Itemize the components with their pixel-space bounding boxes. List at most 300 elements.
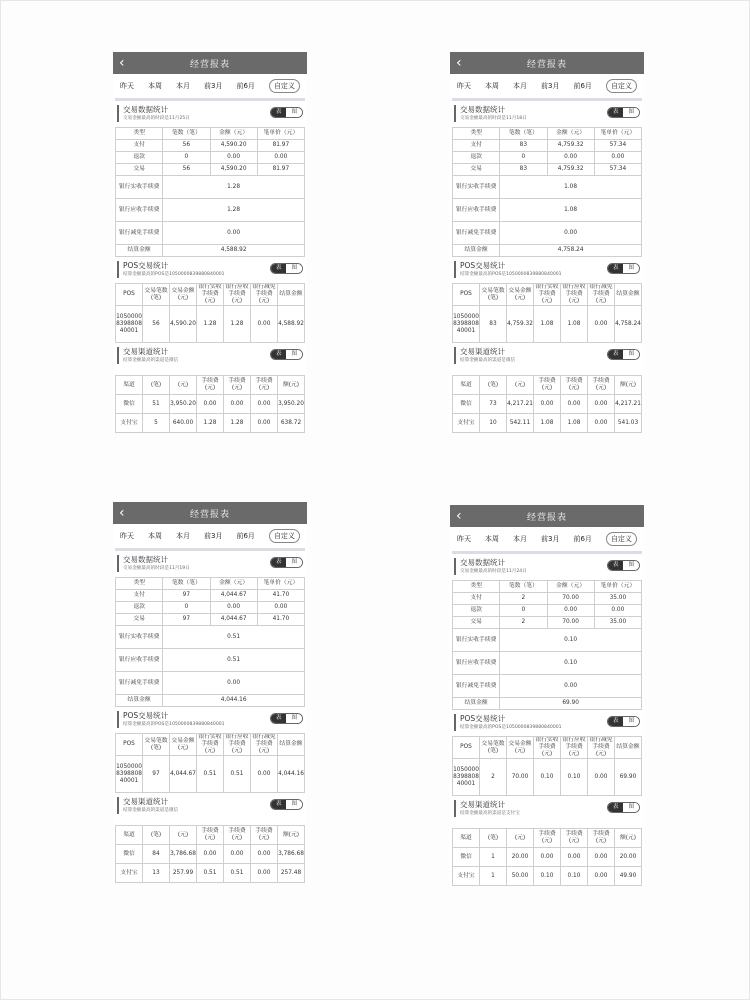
report-header xyxy=(450,505,644,527)
report-panel xyxy=(113,502,307,883)
tab-this-month[interactable]: 本月 xyxy=(176,532,190,540)
table-chart-toggle[interactable] xyxy=(270,713,303,724)
row-label: 结算金额 xyxy=(453,698,500,710)
section-title: POS交易统计 xyxy=(460,261,506,270)
table-cell: 0.00 xyxy=(594,605,641,617)
header-cell: 渠道 xyxy=(116,376,143,395)
section-title: POS交易统计 xyxy=(460,714,506,723)
tab-last-3-months[interactable]: 前3月 xyxy=(541,535,560,543)
table-cell: 638.72 xyxy=(278,414,305,433)
tab-last-3-months[interactable]: 前3月 xyxy=(204,532,223,540)
row-label: 银行实收手续费 xyxy=(116,626,163,649)
header-cell: 金额（元） xyxy=(210,578,257,590)
row-label: 结算金额 xyxy=(116,695,163,707)
row-label: 银行减免手续费 xyxy=(453,222,500,245)
report-header xyxy=(113,502,307,524)
table-cell: 0.00 xyxy=(163,222,305,245)
toggle-table[interactable]: 表 xyxy=(608,108,624,117)
section-title: POS交易统计 xyxy=(123,711,169,720)
table-cell: 69.90 xyxy=(615,759,642,796)
table-cell: 1 xyxy=(480,848,507,867)
table-cell: 3,950.20 xyxy=(278,395,305,414)
table-cell: 1.28 xyxy=(163,176,305,199)
section-title: 交易渠道统计 xyxy=(123,347,168,356)
table-cell: 4,044.16 xyxy=(163,695,305,707)
table-cell: 0.10 xyxy=(500,629,642,652)
page-title: 经营报表 xyxy=(189,59,230,70)
header-cell: 银行应收手续费(元) xyxy=(225,734,249,754)
section-subtitle: 交易金额最高的时段是11月24日 xyxy=(460,569,527,574)
channel-name: 微信 xyxy=(453,848,480,867)
table-cell: 4,044.67 xyxy=(210,614,257,626)
tab-yesterday[interactable]: 昨天 xyxy=(120,532,134,540)
header-cell: 手续费(元) xyxy=(251,376,278,395)
table-cell: 4,759.32 xyxy=(547,140,594,152)
page-title: 经营报表 xyxy=(526,59,567,70)
table-chart-toggle[interactable] xyxy=(607,560,640,571)
table-header-row xyxy=(453,581,642,593)
pos-table xyxy=(115,283,305,343)
header-cell: 结算金额 xyxy=(278,284,305,306)
table-row xyxy=(116,152,305,164)
table-cell: 0.00 xyxy=(588,395,615,414)
tab-this-week[interactable]: 本周 xyxy=(485,535,499,543)
table-chart-toggle[interactable] xyxy=(607,802,640,813)
header-cell: 交易金额(元) xyxy=(170,734,197,756)
row-label: 交易 xyxy=(116,164,163,176)
table-cell: 20.00 xyxy=(615,848,642,867)
table-cell: 97 xyxy=(163,614,210,626)
table-cell: 70.00 xyxy=(547,593,594,605)
header-cell: 渠道 xyxy=(453,376,480,395)
header-cell: 结算金额 xyxy=(615,737,642,759)
tab-this-month[interactable]: 本月 xyxy=(513,82,527,90)
toggle-chart[interactable]: 图 xyxy=(623,350,639,359)
table-cell: 81.97 xyxy=(257,140,304,152)
table-row xyxy=(116,614,305,626)
table-cell: 0.00 xyxy=(588,414,615,433)
pos-id-cell: 1050000839880840001 xyxy=(116,756,143,793)
table-cell: 0.00 xyxy=(561,848,588,867)
table-header-row xyxy=(453,128,642,140)
header-cell: 交易笔数(笔) xyxy=(480,284,507,306)
table-row xyxy=(116,626,305,649)
table-cell: 1.08 xyxy=(500,176,642,199)
toggle-chart[interactable]: 图 xyxy=(623,561,639,570)
table-cell: 56 xyxy=(163,164,210,176)
table-cell: 0.00 xyxy=(210,602,257,614)
table-cell: 0.00 xyxy=(500,675,642,698)
report-panel xyxy=(450,505,644,886)
section-header-pos xyxy=(450,710,644,736)
header-cell: 交易金额(元) xyxy=(507,284,534,306)
table-cell: 83 xyxy=(480,306,507,343)
header-cell: 类型 xyxy=(453,128,500,140)
table-cell: 0.51 xyxy=(163,649,305,672)
table-cell: 0.00 xyxy=(251,414,278,433)
table-cell: 0.00 xyxy=(251,845,278,864)
row-label: 结算金额 xyxy=(453,245,500,257)
transaction-summary-table xyxy=(452,580,642,710)
header-cell: 手续费(元) xyxy=(561,829,588,848)
table-cell: 0.00 xyxy=(534,395,561,414)
table-cell: 0.00 xyxy=(588,306,615,343)
header-cell: 笔数（笔） xyxy=(500,581,547,593)
toggle-table[interactable]: 表 xyxy=(608,717,624,726)
table-cell: 50.00 xyxy=(507,867,534,886)
header-cell: 手续费(元) xyxy=(224,826,251,845)
table-cell: 2 xyxy=(500,593,547,605)
tab-this-week[interactable]: 本周 xyxy=(148,532,162,540)
section-subtitle: 结算金额最高的渠道是微信 xyxy=(123,808,179,813)
tab-last-6-months[interactable]: 前6月 xyxy=(236,532,255,540)
row-label: 支付 xyxy=(453,593,500,605)
table-header-row xyxy=(453,376,642,395)
table-cell: 0.00 xyxy=(588,867,615,886)
table-chart-toggle[interactable] xyxy=(607,349,640,360)
header-cell: 金额（元） xyxy=(210,128,257,140)
back-icon[interactable]: ‹ xyxy=(119,55,126,71)
table-header-row xyxy=(453,829,642,848)
table-chart-toggle[interactable] xyxy=(607,263,640,274)
row-label: 退款 xyxy=(116,602,163,614)
section-subtitle: 结算金额最高的POS是1050000839880840001 xyxy=(123,722,225,727)
toggle-chart[interactable]: 图 xyxy=(286,800,302,809)
table-cell: 4,217.21 xyxy=(615,395,642,414)
table-cell: 70.00 xyxy=(547,617,594,629)
table-cell: 2 xyxy=(480,759,507,796)
table-cell: 4,590.20 xyxy=(170,306,197,343)
table-cell: 35.00 xyxy=(594,617,641,629)
period-tabs xyxy=(450,527,644,551)
toggle-chart[interactable]: 图 xyxy=(286,264,302,273)
table-cell: 0.00 xyxy=(534,848,561,867)
row-label: 银行实收手续费 xyxy=(453,629,500,652)
table-row xyxy=(116,176,305,199)
toggle-chart[interactable]: 图 xyxy=(286,714,302,723)
toggle-table[interactable]: 表 xyxy=(608,803,624,812)
table-cell: 41.70 xyxy=(257,614,304,626)
channel-table xyxy=(452,375,642,433)
header-cell: POS xyxy=(116,284,143,306)
header-cell: 银行减免手续费(元) xyxy=(252,284,276,304)
table-cell: 0.10 xyxy=(534,759,561,796)
table-cell: 640.00 xyxy=(170,414,197,433)
table-cell: 20.00 xyxy=(507,848,534,867)
section-subtitle: 结算金额最高的渠道是微信 xyxy=(460,358,516,363)
header-cell: 笔数（笔） xyxy=(500,128,547,140)
row-label: 银行减免手续费 xyxy=(453,675,500,698)
header-cell: (笔) xyxy=(480,829,507,848)
channel-table xyxy=(115,825,305,883)
section-title: 交易渠道统计 xyxy=(460,347,505,356)
table-cell: 0.51 xyxy=(197,756,224,793)
table-cell: 5 xyxy=(143,414,170,433)
table-cell: 0 xyxy=(500,605,547,617)
section-header-pos xyxy=(450,257,644,283)
header-cell: (元) xyxy=(507,829,534,848)
toggle-table[interactable]: 表 xyxy=(608,264,624,273)
page-title: 经营报表 xyxy=(526,512,567,523)
section-subtitle: 结算金额最高的渠道是微信 xyxy=(123,358,179,363)
table-cell: 41.70 xyxy=(257,590,304,602)
section-header-pos xyxy=(113,707,307,733)
report-header xyxy=(450,52,644,74)
tab-last-3-months[interactable]: 前3月 xyxy=(541,82,560,90)
table-header-row xyxy=(116,578,305,590)
table-cell: 0.00 xyxy=(251,756,278,793)
table-row xyxy=(453,867,642,886)
table-cell: 257.99 xyxy=(170,864,197,883)
tab-this-month[interactable]: 本月 xyxy=(513,535,527,543)
tab-yesterday[interactable]: 昨天 xyxy=(457,535,471,543)
section-subtitle: 结算金额最高的POS是1050000839880840001 xyxy=(123,272,225,277)
table-cell: 3,950.20 xyxy=(170,395,197,414)
toggle-table[interactable]: 表 xyxy=(608,350,624,359)
header-cell: 金额（元） xyxy=(547,581,594,593)
header-cell: 银行减免手续费(元) xyxy=(589,284,613,304)
header-cell: 手续费(元) xyxy=(534,829,561,848)
table-cell: 49.90 xyxy=(615,867,642,886)
row-label: 银行应收手续费 xyxy=(453,652,500,675)
header-cell: 手续费(元) xyxy=(588,376,615,395)
tab-custom[interactable]: 自定义 xyxy=(269,529,300,543)
section-title: 交易渠道统计 xyxy=(460,800,505,809)
header-cell: 手续费(元) xyxy=(197,376,224,395)
table-row xyxy=(116,245,305,257)
toggle-table[interactable]: 表 xyxy=(271,264,287,273)
table-cell: 57.34 xyxy=(594,140,641,152)
section-header-channels xyxy=(113,343,307,369)
header-cell: 交易笔数(笔) xyxy=(480,737,507,759)
back-icon[interactable]: ‹ xyxy=(456,55,463,71)
row-label: 支付 xyxy=(116,590,163,602)
toggle-chart[interactable]: 图 xyxy=(623,108,639,117)
table-cell: 0.00 xyxy=(224,845,251,864)
table-chart-toggle[interactable] xyxy=(270,263,303,274)
tab-last-6-months[interactable]: 前6月 xyxy=(573,82,592,90)
table-row xyxy=(116,306,305,343)
transaction-summary-table xyxy=(115,127,305,257)
header-cell: POS xyxy=(116,734,143,756)
table-row xyxy=(116,845,305,864)
table-row xyxy=(453,698,642,710)
report-header xyxy=(113,52,307,74)
table-cell: 0.51 xyxy=(197,864,224,883)
table-cell: 97 xyxy=(163,590,210,602)
table-row xyxy=(453,759,642,796)
header-cell: 结算金额 xyxy=(278,734,305,756)
header-cell: 手续费(元) xyxy=(588,829,615,848)
header-cell: 交易笔数(笔) xyxy=(143,284,170,306)
header-cell: 交易金额(元) xyxy=(170,284,197,306)
header-cell: 银行实收手续费(元) xyxy=(535,284,559,304)
section-title: 交易数据统计 xyxy=(460,558,505,567)
period-tabs xyxy=(113,524,307,548)
toggle-table[interactable]: 表 xyxy=(608,561,624,570)
toggle-table[interactable]: 表 xyxy=(271,108,287,117)
back-icon[interactable]: ‹ xyxy=(119,505,126,521)
table-cell: 0.00 xyxy=(251,395,278,414)
table-cell: 84 xyxy=(143,845,170,864)
page-title: 经营报表 xyxy=(189,509,230,520)
table-cell: 0.00 xyxy=(547,152,594,164)
tab-last-6-months[interactable]: 前6月 xyxy=(573,535,592,543)
table-chart-toggle[interactable] xyxy=(270,557,303,568)
table-row xyxy=(116,649,305,672)
table-cell: 2 xyxy=(500,617,547,629)
table-cell: 35.00 xyxy=(594,593,641,605)
tab-custom[interactable]: 自定义 xyxy=(269,79,300,93)
toggle-chart[interactable]: 图 xyxy=(623,264,639,273)
table-row xyxy=(453,593,642,605)
tab-yesterday[interactable]: 昨天 xyxy=(457,82,471,90)
header-cell: 银行实收手续费(元) xyxy=(535,737,559,757)
table-row xyxy=(116,864,305,883)
table-row xyxy=(116,222,305,245)
toggle-chart[interactable]: 图 xyxy=(623,717,639,726)
header-cell: 手续费(元) xyxy=(197,826,224,845)
toggle-table[interactable]: 表 xyxy=(271,350,287,359)
tab-last-6-months[interactable]: 前6月 xyxy=(236,82,255,90)
table-cell: 4,759.32 xyxy=(547,164,594,176)
header-cell: 银行应收手续费(元) xyxy=(562,737,586,757)
table-header-row xyxy=(116,284,305,306)
header-cell: (笔) xyxy=(143,376,170,395)
table-cell: 0.00 xyxy=(594,152,641,164)
section-subtitle: 结算金额最高的渠道是支付宝 xyxy=(460,811,520,816)
table-row xyxy=(453,199,642,222)
table-cell: 1.08 xyxy=(500,199,642,222)
toggle-chart[interactable]: 图 xyxy=(286,558,302,567)
toggle-chart[interactable]: 图 xyxy=(286,350,302,359)
back-icon[interactable]: ‹ xyxy=(456,508,463,524)
table-cell: 0.00 xyxy=(257,152,304,164)
toggle-table[interactable]: 表 xyxy=(271,558,287,567)
table-cell: 10 xyxy=(480,414,507,433)
toggle-table[interactable]: 表 xyxy=(271,714,287,723)
toggle-chart[interactable]: 图 xyxy=(623,803,639,812)
table-cell: 4,588.92 xyxy=(163,245,305,257)
section-subtitle: 交易金额最高的时段是11月25日 xyxy=(123,116,190,121)
table-cell: 70.00 xyxy=(507,759,534,796)
header-cell: 笔数（笔） xyxy=(163,128,210,140)
table-chart-toggle[interactable] xyxy=(607,716,640,727)
table-cell: 0.00 xyxy=(210,152,257,164)
table-cell: 0.51 xyxy=(163,626,305,649)
section-header-channels xyxy=(450,796,644,822)
table-row xyxy=(453,306,642,343)
table-row xyxy=(116,414,305,433)
row-label: 银行减免手续费 xyxy=(116,222,163,245)
table-cell: 0.00 xyxy=(257,602,304,614)
header-cell: 类型 xyxy=(453,581,500,593)
header-cell: 交易金额(元) xyxy=(507,737,534,759)
table-row xyxy=(116,164,305,176)
header-cell: 银行应收手续费(元) xyxy=(225,284,249,304)
section-title: POS交易统计 xyxy=(123,261,169,270)
tab-last-3-months[interactable]: 前3月 xyxy=(204,82,223,90)
table-cell: 13 xyxy=(143,864,170,883)
header-cell: (元) xyxy=(170,826,197,845)
table-chart-toggle[interactable] xyxy=(270,107,303,118)
section-header-pos xyxy=(113,257,307,283)
table-cell: 0.51 xyxy=(224,756,251,793)
table-row xyxy=(453,848,642,867)
tab-yesterday[interactable]: 昨天 xyxy=(120,82,134,90)
row-label: 交易 xyxy=(116,614,163,626)
period-tabs xyxy=(450,74,644,98)
row-label: 交易 xyxy=(453,164,500,176)
toggle-chart[interactable]: 图 xyxy=(286,108,302,117)
pos-id-cell: 1050000839880840001 xyxy=(453,306,480,343)
table-cell: 0.00 xyxy=(547,605,594,617)
table-cell: 83 xyxy=(500,140,547,152)
table-cell: 83 xyxy=(500,164,547,176)
header-cell: 渠道 xyxy=(453,829,480,848)
table-row xyxy=(116,199,305,222)
table-chart-toggle[interactable] xyxy=(270,349,303,360)
table-cell: 0.51 xyxy=(224,864,251,883)
row-label: 银行实收手续费 xyxy=(116,176,163,199)
table-row xyxy=(116,140,305,152)
table-cell: 0 xyxy=(163,602,210,614)
tab-this-month[interactable]: 本月 xyxy=(176,82,190,90)
table-cell: 3,786.68 xyxy=(278,845,305,864)
header-cell: 金额（元） xyxy=(547,128,594,140)
row-label: 交易 xyxy=(453,617,500,629)
tab-this-week[interactable]: 本周 xyxy=(148,82,162,90)
section-header-transactions xyxy=(450,554,644,580)
table-cell: 1.28 xyxy=(197,414,224,433)
header-cell: 银行减免手续费(元) xyxy=(252,734,276,754)
header-cell: POS xyxy=(453,737,480,759)
section-title: 交易数据统计 xyxy=(460,105,505,114)
table-cell: 56 xyxy=(163,140,210,152)
channel-name: 微信 xyxy=(116,845,143,864)
tab-custom[interactable]: 自定义 xyxy=(606,532,637,546)
table-row xyxy=(116,672,305,695)
row-label: 支付 xyxy=(116,140,163,152)
channel-table xyxy=(115,375,305,433)
table-chart-toggle[interactable] xyxy=(607,107,640,118)
table-row xyxy=(116,602,305,614)
toggle-table[interactable]: 表 xyxy=(271,800,287,809)
table-chart-toggle[interactable] xyxy=(270,799,303,810)
table-cell: 1.28 xyxy=(224,306,251,343)
table-header-row xyxy=(116,376,305,395)
header-cell: 结算金额 xyxy=(615,284,642,306)
row-label: 退款 xyxy=(453,152,500,164)
table-row xyxy=(453,414,642,433)
channel-name: 支付宝 xyxy=(453,414,480,433)
table-cell: 4,044.67 xyxy=(210,590,257,602)
tab-custom[interactable]: 自定义 xyxy=(606,79,637,93)
channel-table xyxy=(452,828,642,886)
table-row xyxy=(453,652,642,675)
section-title: 交易数据统计 xyxy=(123,555,168,564)
table-cell: 0 xyxy=(500,152,547,164)
table-cell: 73 xyxy=(480,395,507,414)
channel-name: 支付宝 xyxy=(116,864,143,883)
tab-this-week[interactable]: 本周 xyxy=(485,82,499,90)
section-header-channels xyxy=(450,343,644,369)
table-header-row xyxy=(116,734,305,756)
header-cell: 笔单价（元） xyxy=(257,128,304,140)
table-cell: 97 xyxy=(143,756,170,793)
pos-table xyxy=(115,733,305,793)
section-header-transactions xyxy=(450,101,644,127)
